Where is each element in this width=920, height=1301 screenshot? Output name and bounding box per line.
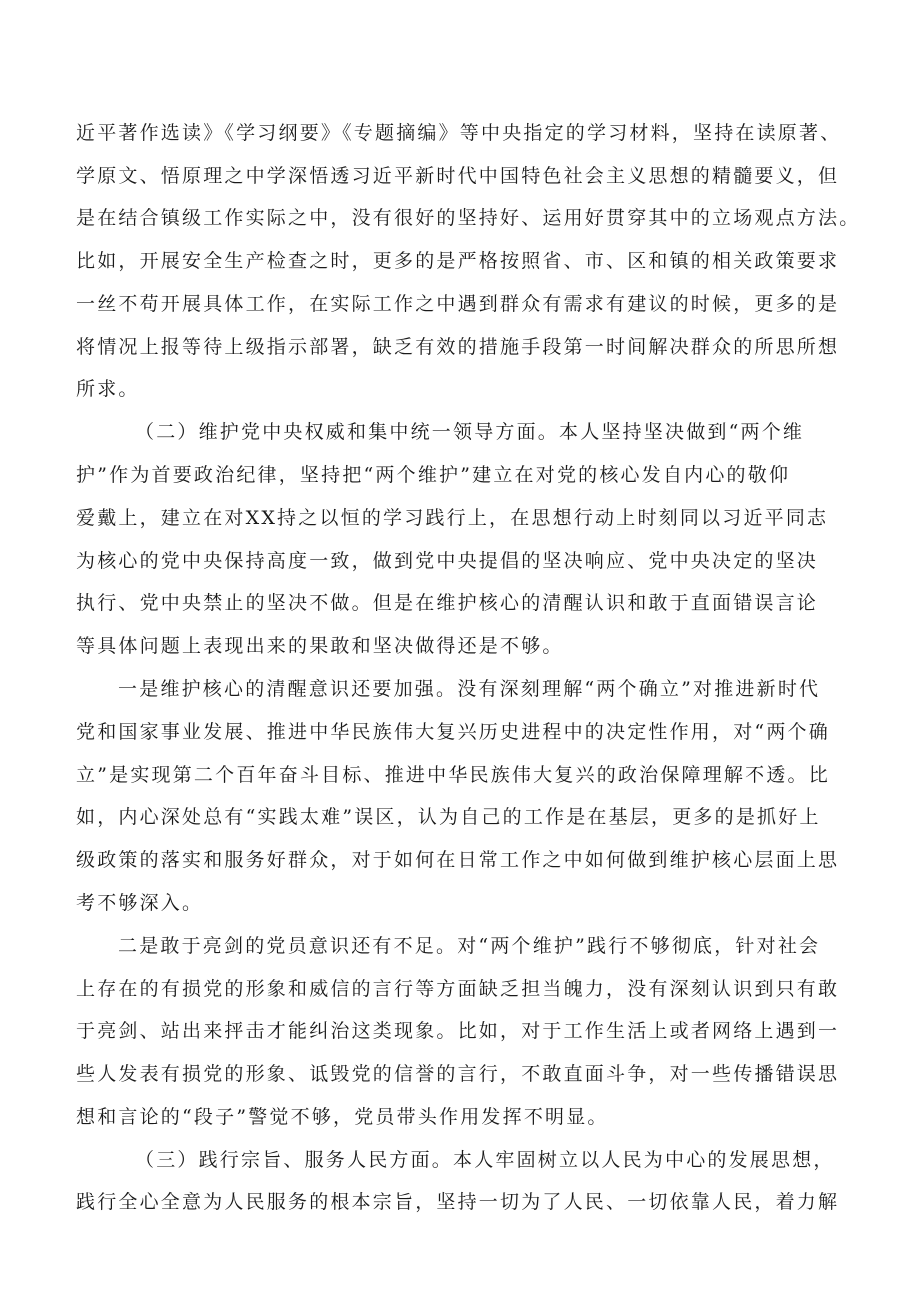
text-line: 等具体问题上表现出来的果敢和坚决做得还是不够。 xyxy=(76,635,564,657)
paragraph-start-line: 一是维护核心的清醒意识还要加强。没有深刻理解“两个确立”对推进新时代 xyxy=(118,678,821,700)
text-line: 级政策的落实和服务好群众，对于如何在日常工作之中如何做到维护核心层面上思 xyxy=(76,849,840,871)
text-line: 所求。 xyxy=(76,378,140,400)
text-line: 如，内心深处总有“实践太难”误区，认为自己的工作是在基层，更多的是抓好上 xyxy=(76,806,821,828)
text-line: 护”作为首要政治纪律，坚持把“两个维护”建立在对党的核心发自内心的敬仰 xyxy=(76,464,791,486)
text-line: 将情况上报等待上级指示部署，缺乏有效的措施手段第一时间解决群众的所思所想 xyxy=(76,336,840,358)
text-line: 些人发表有损党的形象、诋毁党的信誉的言行，不敢直面斗争，对一些传播错误思 xyxy=(76,1063,840,1085)
text-line: 比如，开展安全生产检查之时，更多的是严格按照省、市、区和镇的相关政策要求 xyxy=(76,250,840,272)
section-heading-line: （三）践行宗旨、服务人民方面。本人牢固树立以人民为中心的发展思想， xyxy=(135,1149,835,1171)
text-line: 执行、党中央禁止的坚决不做。但是在维护核心的清醒认识和敢于直面错误言论 xyxy=(76,592,819,614)
text-line: 立”是实现第二个百年奋斗目标、推进中华民族伟大复兴的政治保障理解不透。比 xyxy=(76,764,830,786)
text-line: 于亮剑、站出来抨击才能纠治这类现象。比如，对于工作生活上或者网络上遇到一 xyxy=(76,1020,840,1042)
text-line: 近平著作选读》《学习纲要》《专题摘编》等中央指定的学习材料，坚持在读原著、 xyxy=(76,122,842,144)
text-line: 党和国家事业发展、推进中华民族伟大复兴历史进程中的决定性作用，对“两个确 xyxy=(76,721,830,743)
text-line: 上存在的有损党的形象和威信的言行等方面缺乏担当魄力，没有深刻认识到只有敢 xyxy=(76,978,840,1000)
text-line: 一丝不苟开展具体工作，在实际工作之中遇到群众有需求有建议的时候，更多的是 xyxy=(76,293,840,315)
text-line: 是在结合镇级工作实际之中，没有很好的坚持好、运用好贯穿其中的立场观点方法。 xyxy=(76,207,861,229)
text-line: 想和言论的“段子”警觉不够，党员带头作用发挥不明显。 xyxy=(76,1106,609,1128)
text-line: 践行全心全意为人民服务的根本宗旨，坚持一切为了人民、一切依靠人民，着力解 xyxy=(76,1191,840,1213)
text-line: 为核心的党中央保持高度一致，做到党中央提倡的坚决响应、党中央决定的坚决 xyxy=(76,550,819,572)
section-heading-line: （二）维护党中央权威和集中统一领导方面。本人坚持坚决做到“两个维 xyxy=(135,421,805,443)
paragraph-start-line: 二是敢于亮剑的党员意识还有不足。对“两个维护”践行不够彻底，针对社会 xyxy=(118,935,821,957)
text-line: 学原文、悟原理之中学深悟透习近平新时代中国特色社会主义思想的精髓要义，但 xyxy=(76,165,840,187)
text-line: 考不够深入。 xyxy=(76,892,204,914)
text-line: 爱戴上，建立在对XX持之以恒的学习践行上，在思想行动上时刻同以习近平同志 xyxy=(76,507,829,529)
